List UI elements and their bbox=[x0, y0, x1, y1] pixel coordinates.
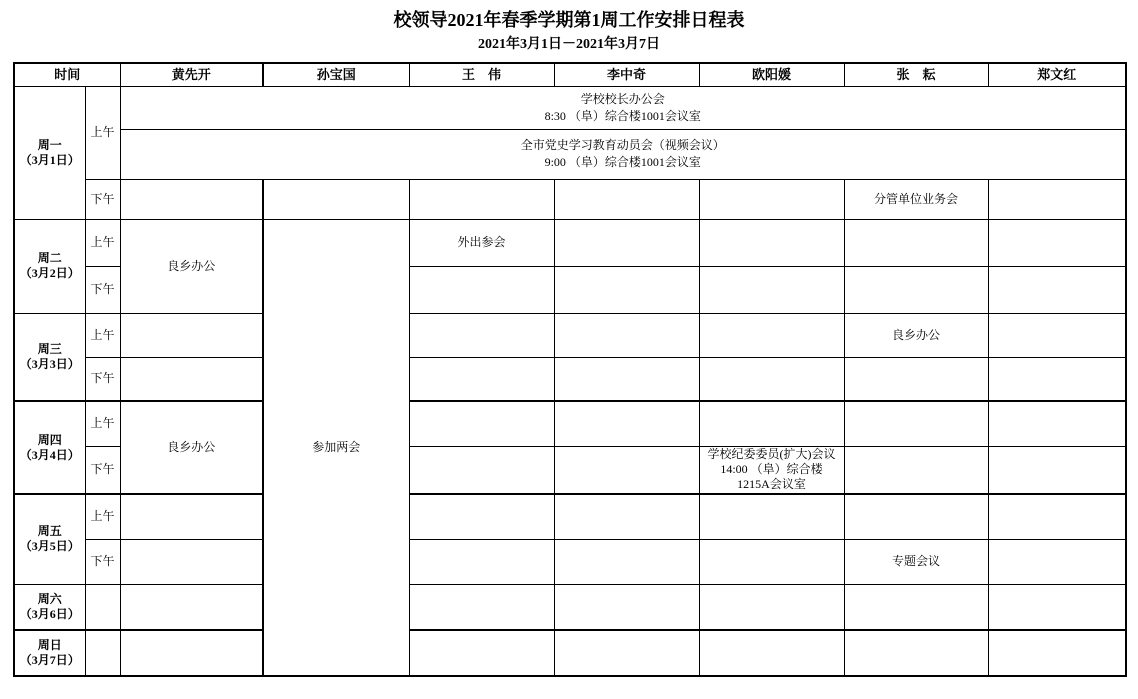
cell-fri-am-huang bbox=[120, 494, 263, 539]
day-name: 周四 bbox=[37, 432, 62, 447]
cell-tue-pm-zheng bbox=[988, 266, 1126, 313]
cell-sun-zheng bbox=[988, 630, 1126, 676]
cell-tue-huang: 良乡办公 bbox=[120, 219, 263, 313]
cell-tue-pm-wang bbox=[409, 266, 554, 313]
cell-thu-am-wang bbox=[409, 401, 554, 446]
period-wed-am: 上午 bbox=[85, 313, 120, 357]
meeting-title: 全市党史学习教育动员会（视频会议） bbox=[520, 138, 725, 152]
period-fri-am: 上午 bbox=[85, 494, 120, 539]
day-date: （3月5日） bbox=[19, 539, 80, 554]
cell-thu-am-ouyang bbox=[699, 401, 844, 446]
period-sun bbox=[85, 630, 120, 676]
row-wed-am bbox=[14, 313, 1126, 357]
cell-tue-am-zheng bbox=[988, 219, 1126, 266]
header-ouyangyuan: 欧阳媛 bbox=[699, 63, 844, 86]
cell-sat-zhang bbox=[844, 584, 988, 630]
row-fri-am bbox=[14, 494, 1126, 539]
cell-mon-pm-li bbox=[554, 179, 699, 219]
cell-fri-pm-li bbox=[554, 539, 699, 584]
row-tue-am bbox=[14, 219, 1126, 266]
cell-mon-pm-sun bbox=[263, 179, 409, 219]
cell-mon-pm-huang bbox=[120, 179, 263, 219]
cell-fri-am-zheng bbox=[988, 494, 1126, 539]
row-sun bbox=[14, 630, 1126, 676]
meeting-title: 学校校长办公会 bbox=[580, 91, 665, 106]
day-name: 周日 bbox=[37, 638, 62, 652]
meeting-place: 9:00 （阜）综合楼1001会议室 bbox=[544, 155, 701, 169]
row-sat bbox=[14, 584, 1126, 630]
cell-sat-li bbox=[554, 584, 699, 630]
cell-wed-pm-huang bbox=[120, 357, 263, 401]
day-date: （3月7日） bbox=[19, 653, 80, 667]
day-label-sat bbox=[14, 584, 85, 630]
cell-tue-to-sun-sun: 参加两会 bbox=[263, 219, 409, 676]
day-date: （3月6日） bbox=[19, 606, 80, 621]
cell-tue-am-wang: 外出参会 bbox=[409, 219, 554, 266]
day-date: （3月4日） bbox=[19, 447, 80, 462]
cell-mon-am-meeting1 bbox=[120, 86, 1126, 129]
cell-sun-ouyang bbox=[699, 630, 844, 676]
cell-mon-pm-ouyang bbox=[699, 179, 844, 219]
row-fri-pm bbox=[14, 539, 1126, 584]
day-label-thu bbox=[14, 401, 85, 494]
header-huangxiankai: 黄先开 bbox=[120, 63, 263, 86]
cell-fri-am-li bbox=[554, 494, 699, 539]
cell-thu-pm-wang bbox=[409, 446, 554, 494]
cell-fri-pm-zheng bbox=[988, 539, 1126, 584]
cell-sat-wang bbox=[409, 584, 554, 630]
day-label-sun bbox=[14, 630, 85, 676]
cell-mon-pm-wang bbox=[409, 179, 554, 219]
row-wed-pm bbox=[14, 357, 1126, 401]
cell-fri-am-wang bbox=[409, 494, 554, 539]
cell-thu-pm-zhang bbox=[844, 446, 988, 494]
cell-tue-pm-li bbox=[554, 266, 699, 313]
cell-thu-pm-zheng bbox=[988, 446, 1126, 494]
header-zhengwenhong: 郑文红 bbox=[988, 63, 1126, 86]
cell-thu-huang: 良乡办公 bbox=[120, 401, 263, 494]
cell-wed-am-wang bbox=[409, 313, 554, 357]
day-date: （3月1日） bbox=[19, 152, 80, 167]
day-name: 周二 bbox=[37, 251, 62, 265]
cell-thu-am-zhang bbox=[844, 401, 988, 446]
header-lizhongqi: 李中奇 bbox=[554, 63, 699, 86]
date-range: 2021年3月1日－2021年3月7日 bbox=[478, 37, 660, 52]
cell-wed-am-huang bbox=[120, 313, 263, 357]
cell-sat-zheng bbox=[988, 584, 1126, 630]
cell-fri-am-ouyang bbox=[699, 494, 844, 539]
cell-tue-pm-ouyang bbox=[699, 266, 844, 313]
cell-thu-pm-li bbox=[554, 446, 699, 494]
cell-mon-pm-zheng bbox=[988, 179, 1126, 219]
day-label-fri bbox=[14, 494, 85, 584]
period-thu-am: 上午 bbox=[85, 401, 120, 446]
period-tue-pm: 下午 bbox=[85, 266, 120, 313]
cell-sun-li bbox=[554, 630, 699, 676]
cell-mon-pm-zhang: 分管单位业务会 bbox=[844, 179, 988, 219]
meeting-place: 8:30 （阜）综合楼1001会议室 bbox=[544, 108, 701, 123]
cell-mon-am-meeting2 bbox=[120, 129, 1126, 179]
meeting-title: 学校纪委委员(扩大)会议 bbox=[707, 447, 836, 462]
day-label-wed bbox=[14, 313, 85, 401]
cell-fri-pm-zhang: 专题会议 bbox=[844, 539, 988, 584]
cell-wed-pm-ouyang bbox=[699, 357, 844, 401]
cell-wed-pm-wang bbox=[409, 357, 554, 401]
day-name: 周一 bbox=[37, 137, 62, 152]
cell-wed-am-ouyang bbox=[699, 313, 844, 357]
cell-fri-pm-huang bbox=[120, 539, 263, 584]
cell-fri-am-zhang bbox=[844, 494, 988, 539]
day-name: 周五 bbox=[37, 524, 62, 539]
cell-sun-huang bbox=[120, 630, 263, 676]
page-title: 校领导2021年春季学期第1周工作安排日程表 bbox=[393, 10, 745, 30]
period-mon-am: 上午 bbox=[85, 86, 120, 179]
period-sat bbox=[85, 584, 120, 630]
cell-wed-am-li bbox=[554, 313, 699, 357]
cell-tue-am-li bbox=[554, 219, 699, 266]
header-time: 时间 bbox=[14, 63, 120, 86]
row-mon-am-2 bbox=[14, 129, 1126, 179]
cell-sat-ouyang bbox=[699, 584, 844, 630]
period-thu-pm: 下午 bbox=[85, 446, 120, 494]
day-name: 周六 bbox=[37, 591, 62, 606]
cell-thu-am-zheng bbox=[988, 401, 1126, 446]
cell-sat-huang bbox=[120, 584, 263, 630]
meeting-time: 14:00 （阜）综合楼 bbox=[720, 462, 823, 477]
cell-thu-pm-ouyang bbox=[699, 446, 844, 494]
cell-sun-zhang bbox=[844, 630, 988, 676]
period-mon-pm: 下午 bbox=[85, 179, 120, 219]
schedule-table bbox=[13, 62, 1127, 677]
cell-fri-pm-ouyang bbox=[699, 539, 844, 584]
row-mon-pm bbox=[14, 179, 1126, 219]
cell-wed-pm-li bbox=[554, 357, 699, 401]
day-date: （3月2日） bbox=[19, 266, 80, 280]
header-zhangyun: 张 耘 bbox=[844, 63, 988, 86]
cell-thu-am-li bbox=[554, 401, 699, 446]
day-date: （3月3日） bbox=[19, 356, 80, 371]
cell-tue-am-ouyang bbox=[699, 219, 844, 266]
cell-wed-pm-zhang bbox=[844, 357, 988, 401]
cell-tue-pm-zhang bbox=[844, 266, 988, 313]
cell-fri-pm-wang bbox=[409, 539, 554, 584]
day-label-mon bbox=[14, 86, 85, 219]
row-mon-am-1 bbox=[14, 86, 1126, 129]
meeting-room: 1215A会议室 bbox=[737, 477, 806, 492]
cell-tue-am-zhang bbox=[844, 219, 988, 266]
cell-wed-pm-zheng bbox=[988, 357, 1126, 401]
row-thu-am bbox=[14, 401, 1126, 446]
period-fri-pm: 下午 bbox=[85, 539, 120, 584]
period-tue-am: 上午 bbox=[85, 219, 120, 266]
cell-sun-wang bbox=[409, 630, 554, 676]
day-label-tue bbox=[14, 219, 85, 313]
cell-wed-am-zheng bbox=[988, 313, 1126, 357]
cell-wed-am-zhang: 良乡办公 bbox=[844, 313, 988, 357]
header-sunbaoguo: 孙宝国 bbox=[263, 63, 409, 86]
day-name: 周三 bbox=[37, 341, 62, 356]
header-wangwei: 王 伟 bbox=[409, 63, 554, 86]
header-row bbox=[14, 63, 1126, 86]
period-wed-pm: 下午 bbox=[85, 357, 120, 401]
